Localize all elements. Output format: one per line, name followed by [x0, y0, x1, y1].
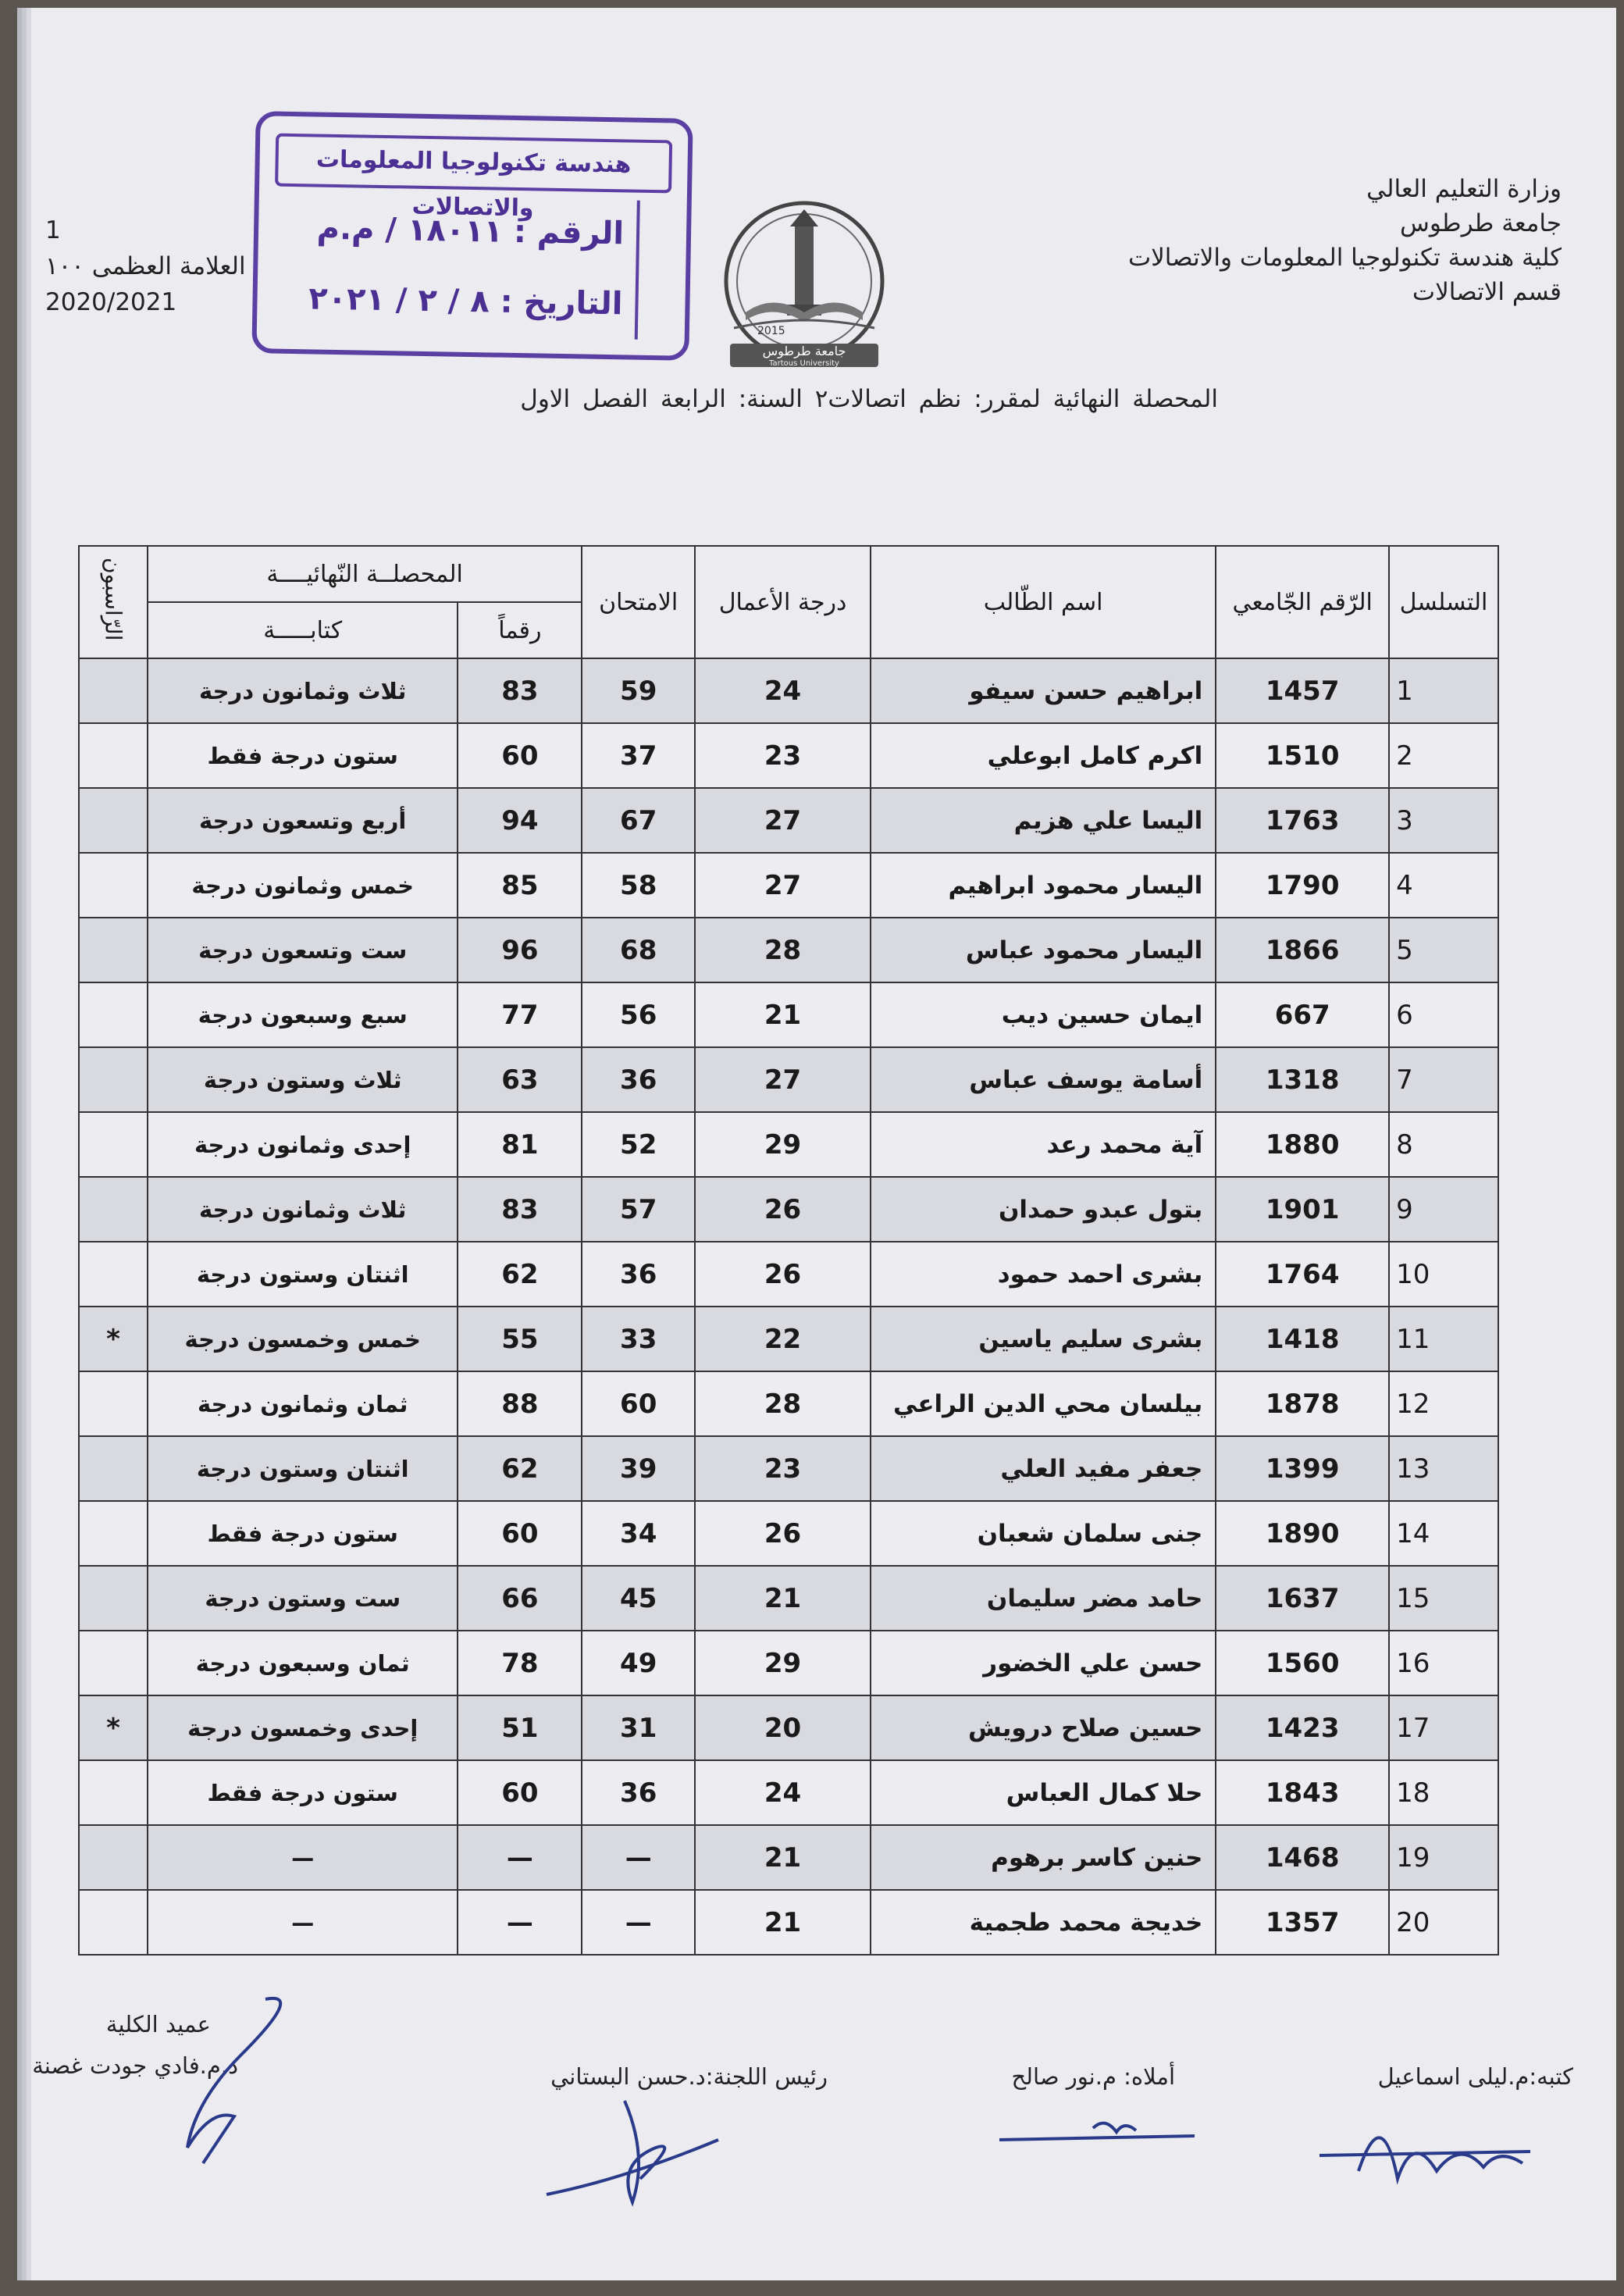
header-failed [79, 546, 148, 658]
table-row [79, 1501, 1498, 1566]
logo-name: جامعة طرطوس [762, 344, 846, 358]
student-name-cell: جنى سلمان شعبان [871, 1501, 1216, 1566]
student-name-cell: حلا كمال العباس [871, 1760, 1216, 1825]
exam-cell: 49 [582, 1631, 695, 1695]
serial-cell: 5 [1389, 918, 1498, 982]
committee-signature-scribble [531, 2085, 734, 2218]
serial-cell: 1 [1389, 658, 1498, 723]
exam-cell: 36 [582, 1760, 695, 1825]
stamp-reference: الرقم : ١٨٠١١ / م.م [316, 210, 625, 252]
signature-writer: كتبه:م.ليلى اسماعيل [1377, 2063, 1573, 2090]
final-digits-cell: 77 [458, 982, 582, 1047]
signature-committee-head: رئيس اللجنة:د.حسن البستاني [550, 2063, 828, 2090]
failed-mark-cell [79, 1501, 148, 1566]
final-words-cell: ستون درجة فقط [148, 1760, 458, 1825]
serial-cell: 16 [1389, 1631, 1498, 1695]
university-id-cell: 1790 [1216, 853, 1389, 918]
university-id-cell: 1866 [1216, 918, 1389, 982]
failed-mark-cell [79, 982, 148, 1047]
serial-cell: 4 [1389, 853, 1498, 918]
university-id-cell: 1457 [1216, 658, 1389, 723]
exam-cell: — [582, 1890, 695, 1955]
final-digits-cell: 83 [458, 1177, 582, 1242]
failed-mark-cell [79, 853, 148, 918]
university-id-cell: 1418 [1216, 1307, 1389, 1371]
final-digits-cell: 78 [458, 1631, 582, 1695]
stamp-side-bar [635, 201, 671, 340]
serial-cell: 7 [1389, 1047, 1498, 1112]
exam-cell: 68 [582, 918, 695, 982]
header-final: المحصلــة النّهائيــــة [148, 546, 582, 602]
final-digits-cell: 60 [458, 1501, 582, 1566]
final-words-cell: ثلاث وستون درجة [148, 1047, 458, 1112]
grades-body [79, 658, 1498, 1955]
exam-cell: 36 [582, 1047, 695, 1112]
coursework-cell: 27 [695, 1047, 871, 1112]
university-id-cell: 1510 [1216, 723, 1389, 788]
header-failed-label: الرّاسبون [100, 557, 126, 641]
university-id-cell: 1880 [1216, 1112, 1389, 1177]
logo-subtitle: Tartous University [769, 359, 839, 368]
final-digits-cell: 62 [458, 1436, 582, 1501]
student-name-cell: حنين كاسر برهوم [871, 1825, 1216, 1890]
final-words-cell: سبع وسبعون درجة [148, 982, 458, 1047]
table-row [79, 1825, 1498, 1890]
coursework-cell: 28 [695, 918, 871, 982]
final-digits-cell: 51 [458, 1695, 582, 1760]
final-words-cell: اثنتان وستون درجة [148, 1436, 458, 1501]
failed-mark-cell [79, 1631, 148, 1695]
student-name-cell: اليسا علي هزيم [871, 788, 1216, 853]
failed-mark-cell: * [79, 1307, 148, 1371]
exam-cell: 56 [582, 982, 695, 1047]
failed-mark-cell [79, 1242, 148, 1307]
table-row [79, 1112, 1498, 1177]
student-name-cell: ابراهيم حسن سيفو [871, 658, 1216, 723]
header-university-id: الرّقم الجّامعي [1216, 546, 1389, 658]
final-words-cell: ثلاث وثمانون درجة [148, 658, 458, 723]
header-final-digits: رقماً [458, 602, 582, 658]
serial-cell: 19 [1389, 1825, 1498, 1890]
university-id-cell: 667 [1216, 982, 1389, 1047]
university-id-cell: 1763 [1216, 788, 1389, 853]
dean-title: عميد الكلية [105, 2011, 211, 2038]
failed-mark-cell [79, 1371, 148, 1436]
institution-header [968, 172, 1562, 309]
coursework-cell: 26 [695, 1501, 871, 1566]
student-name-cell: اليسار محمود ابراهيم [871, 853, 1216, 918]
student-name-cell: حامد مضر سليمان [871, 1566, 1216, 1631]
exam-cell: 45 [582, 1566, 695, 1631]
stamp-date: التاريخ : ٨ / ٢ / ٢٠٢١ [308, 280, 623, 323]
student-name-cell: جعفر مفيد العلي [871, 1436, 1216, 1501]
student-name-cell: بشرى احمد حمود [871, 1242, 1216, 1307]
final-words-cell: اثنتان وستون درجة [148, 1242, 458, 1307]
final-words-cell: أربع وتسعون درجة [148, 788, 458, 853]
student-name-cell: اليسار محمود عباس [871, 918, 1216, 982]
final-words-cell: إحدى وثمانون درجة [148, 1112, 458, 1177]
signature-dictation: أملاه: م.نور صالح [1011, 2063, 1175, 2090]
failed-mark-cell [79, 1177, 148, 1242]
coursework-cell: 23 [695, 1436, 871, 1501]
coursework-cell: 27 [695, 788, 871, 853]
student-name-cell: بيلسان محي الدين الراعي [871, 1371, 1216, 1436]
table-row [79, 853, 1498, 918]
final-words-cell: — [148, 1890, 458, 1955]
exam-cell: 59 [582, 658, 695, 723]
failed-mark-cell [79, 1436, 148, 1501]
final-digits-cell: 83 [458, 658, 582, 723]
dean-signature-scribble [148, 1984, 320, 2179]
dictation-signature-scribble [999, 2109, 1202, 2155]
coursework-cell: 26 [695, 1242, 871, 1307]
student-name-cell: بشرى سليم ياسين [871, 1307, 1216, 1371]
header-final-words: كتابـــــة [148, 602, 458, 658]
coursework-cell: 28 [695, 1371, 871, 1436]
exam-cell: 39 [582, 1436, 695, 1501]
final-digits-cell: 66 [458, 1566, 582, 1631]
failed-mark-cell [79, 1760, 148, 1825]
serial-cell: 15 [1389, 1566, 1498, 1631]
table-row [79, 1047, 1498, 1112]
final-digits-cell: 62 [458, 1242, 582, 1307]
final-digits-cell: 94 [458, 788, 582, 853]
failed-mark-cell [79, 1047, 148, 1112]
final-words-cell: ست وتسعون درجة [148, 918, 458, 982]
final-digits-cell: 85 [458, 853, 582, 918]
university-id-cell: 1399 [1216, 1436, 1389, 1501]
serial-cell: 17 [1389, 1695, 1498, 1760]
final-words-cell: خمس وثمانون درجة [148, 853, 458, 918]
coursework-cell: 29 [695, 1112, 871, 1177]
serial-cell: 3 [1389, 788, 1498, 853]
exam-cell: 60 [582, 1371, 695, 1436]
exam-cell: 33 [582, 1307, 695, 1371]
table-row [79, 982, 1498, 1047]
university-id-cell: 1764 [1216, 1242, 1389, 1307]
serial-cell: 12 [1389, 1371, 1498, 1436]
dean-name: د.م.فادي جودت غصنة [32, 2052, 238, 2079]
table-row [79, 1760, 1498, 1825]
failed-mark-cell [79, 1566, 148, 1631]
university-id-cell: 1468 [1216, 1825, 1389, 1890]
final-words-cell: ثلاث وثمانون درجة [148, 1177, 458, 1242]
student-name-cell: آية محمد رعد [871, 1112, 1216, 1177]
student-name-cell: حسين صلاح درويش [871, 1695, 1216, 1760]
coursework-cell: 21 [695, 1890, 871, 1955]
university-id-cell: 1901 [1216, 1177, 1389, 1242]
serial-cell: 9 [1389, 1177, 1498, 1242]
table-row [79, 788, 1498, 853]
failed-mark-cell [79, 1112, 148, 1177]
final-words-cell: ثمان وثمانون درجة [148, 1371, 458, 1436]
document-page [31, 8, 1616, 2280]
university-id-cell: 1637 [1216, 1566, 1389, 1631]
exam-cell: 31 [582, 1695, 695, 1760]
failed-mark-cell [79, 1825, 148, 1890]
exam-cell: 37 [582, 723, 695, 788]
logo-year: 2015 [757, 325, 785, 337]
final-words-cell: إحدى وخمسون درجة [148, 1695, 458, 1760]
serial-cell: 6 [1389, 982, 1498, 1047]
header-coursework: درجة الأعمال [695, 546, 871, 658]
exam-cell: 36 [582, 1242, 695, 1307]
exam-cell: 57 [582, 1177, 695, 1242]
official-stamp [251, 111, 693, 361]
course-info-line: المحصلة النهائية لمقرر: نظم اتصالات٢ السنة: الرابعة الفصل الاول [520, 385, 1218, 413]
table-row [79, 723, 1498, 788]
faculty-line: كلية هندسة تكنولوجيا المعلومات والاتصالات [1127, 244, 1562, 272]
failed-mark-cell [79, 723, 148, 788]
table-row [79, 918, 1498, 982]
student-name-cell: حسن علي الخضور [871, 1631, 1216, 1695]
university-line: جامعة طرطوس [1400, 209, 1562, 237]
serial-cell: 20 [1389, 1890, 1498, 1955]
max-grade: العلامة العظمى ١٠٠ [45, 252, 246, 280]
table-row [79, 1307, 1498, 1371]
student-name-cell: بتول عبدو حمدان [871, 1177, 1216, 1242]
table-row [79, 1242, 1498, 1307]
table-row [79, 1695, 1498, 1760]
serial-cell: 13 [1389, 1436, 1498, 1501]
coursework-cell: 20 [695, 1695, 871, 1760]
exam-cell: 34 [582, 1501, 695, 1566]
final-digits-cell: 88 [458, 1371, 582, 1436]
coursework-cell: 22 [695, 1307, 871, 1371]
failed-mark-cell: * [79, 1695, 148, 1760]
final-digits-cell: 81 [458, 1112, 582, 1177]
serial-cell: 11 [1389, 1307, 1498, 1371]
coursework-cell: 24 [695, 1760, 871, 1825]
coursework-cell: 27 [695, 853, 871, 918]
student-name-cell: ايمان حسين ديب [871, 982, 1216, 1047]
exam-cell: 58 [582, 853, 695, 918]
final-digits-cell: 60 [458, 723, 582, 788]
table-row [79, 1631, 1498, 1695]
ministry-line: وزارة التعليم العالي [1366, 175, 1562, 203]
page-number: 1 [45, 216, 61, 244]
academic-year: 2020/2021 [45, 288, 177, 316]
final-digits-cell: 96 [458, 918, 582, 982]
grades-table [78, 545, 1499, 1956]
university-id-cell: 1843 [1216, 1760, 1389, 1825]
final-words-cell: ست وستون درجة [148, 1566, 458, 1631]
header-exam: الامتحان [582, 546, 695, 658]
final-digits-cell: 63 [458, 1047, 582, 1112]
writer-signature-scribble [1312, 2085, 1546, 2202]
header-student-name: اسم الطّالب [871, 546, 1216, 658]
table-row [79, 658, 1498, 723]
final-digits-cell: — [458, 1890, 582, 1955]
stamp-org: هندسة تكنولوجيا المعلومات والاتصالات [275, 134, 672, 194]
header-serial: التسلسل [1389, 546, 1498, 658]
final-words-cell: ثمان وسبعون درجة [148, 1631, 458, 1695]
final-digits-cell: 55 [458, 1307, 582, 1371]
coursework-cell: 21 [695, 1825, 871, 1890]
coursework-cell: 29 [695, 1631, 871, 1695]
failed-mark-cell [79, 918, 148, 982]
student-name-cell: خديجة محمد طجمية [871, 1890, 1216, 1955]
final-digits-cell: 60 [458, 1760, 582, 1825]
university-id-cell: 1423 [1216, 1695, 1389, 1760]
coursework-cell: 23 [695, 723, 871, 788]
failed-mark-cell [79, 1890, 148, 1955]
coursework-cell: 24 [695, 658, 871, 723]
final-words-cell: ستون درجة فقط [148, 1501, 458, 1566]
serial-cell: 18 [1389, 1760, 1498, 1825]
table-row [79, 1566, 1498, 1631]
university-id-cell: 1357 [1216, 1890, 1389, 1955]
coursework-cell: 21 [695, 1566, 871, 1631]
serial-cell: 2 [1389, 723, 1498, 788]
exam-cell: 52 [582, 1112, 695, 1177]
serial-cell: 14 [1389, 1501, 1498, 1566]
university-id-cell: 1890 [1216, 1501, 1389, 1566]
exam-cell: — [582, 1825, 695, 1890]
table-row [79, 1177, 1498, 1242]
student-name-cell: أسامة يوسف عباس [871, 1047, 1216, 1112]
university-id-cell: 1560 [1216, 1631, 1389, 1695]
table-row [79, 1436, 1498, 1501]
student-name-cell: اكرم كامل ابوعلي [871, 723, 1216, 788]
final-words-cell: ستون درجة فقط [148, 723, 458, 788]
coursework-cell: 26 [695, 1177, 871, 1242]
failed-mark-cell [79, 658, 148, 723]
final-words-cell: — [148, 1825, 458, 1890]
table-row [79, 1371, 1498, 1436]
serial-cell: 8 [1389, 1112, 1498, 1177]
coursework-cell: 21 [695, 982, 871, 1047]
exam-cell: 67 [582, 788, 695, 853]
final-digits-cell: — [458, 1825, 582, 1890]
final-words-cell: خمس وخمسون درجة [148, 1307, 458, 1371]
university-logo [687, 195, 921, 375]
serial-cell: 10 [1389, 1242, 1498, 1307]
university-id-cell: 1318 [1216, 1047, 1389, 1112]
table-row [79, 1890, 1498, 1955]
university-id-cell: 1878 [1216, 1371, 1389, 1436]
department-line: قسم الاتصالات [1412, 278, 1562, 306]
failed-mark-cell [79, 788, 148, 853]
